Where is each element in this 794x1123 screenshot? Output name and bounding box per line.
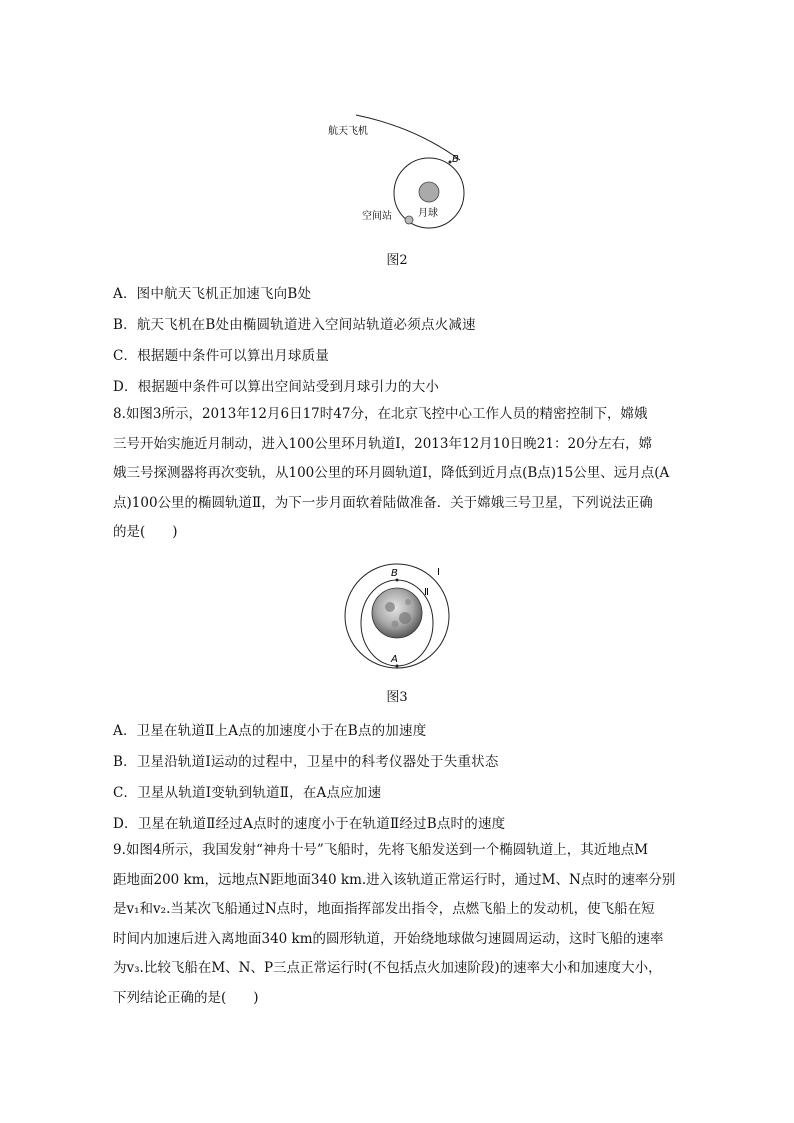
orbit-i-label: Ⅰ — [437, 567, 440, 578]
q8-option-b: B．卫星沿轨道Ⅰ运动的过程中，卫星中的科考仪器处于失重状态 — [113, 754, 499, 770]
figure-2-caption: 图2 — [386, 253, 408, 268]
q8-stem-line: 8.如图3所示，2013年12月6日17时47分，在北京飞控中心工作人员的精密控制下，嫦娥 — [113, 406, 648, 422]
q9-stem-line: 下列结论正确的是( ) — [113, 989, 259, 1006]
moon-crater — [399, 612, 411, 624]
q8-option-a: A．卫星在轨道Ⅱ上A点的加速度小于在B点的加速度 — [113, 723, 427, 739]
q8-stem-line: 的是( ) — [113, 524, 178, 540]
q9-stem-line: 时间内加速后进入离地面340 km的圆形轨道，开始绕地球做匀速圆周运动，这时飞船的速率 — [113, 930, 664, 947]
moon-crater — [405, 599, 411, 605]
moon-crater — [392, 621, 399, 628]
q9-stem — [113, 836, 683, 1013]
moon-crater — [385, 602, 395, 612]
spacecraft-label: 航天飞机 — [328, 126, 368, 137]
q9-stem-line: 9.如图4所示，我国发射“神舟十号”飞船时，先将飞船发送到一个椭圆轨道上，其近地点M — [113, 842, 649, 858]
spacecraft-trajectory — [356, 115, 460, 160]
orbit-ii-label: Ⅱ — [424, 587, 429, 598]
q7-option-a: A．图中航天飞机正加速飞向B处 — [113, 286, 312, 302]
q9-stem-line: 是v₁和v₂.当某次飞船通过N点时，地面指挥部发出指令，点燃飞船上的发动机，使飞船在短 — [113, 901, 655, 917]
figure-3-caption: 图3 — [386, 690, 408, 705]
moon-sphere — [372, 588, 422, 638]
q9-stem-line: 为v₃.比较飞船在M、N、P三点正常运行时(不包括点火加速阶段)的速率大小和加速度大小， — [113, 960, 662, 976]
point-a-label: A — [391, 654, 398, 665]
q7-option-c: C．根据题中条件可以算出月球质量 — [113, 348, 330, 364]
q8-option-d: D．卫星在轨道Ⅱ经过A点时的速度小于在轨道Ⅱ经过B点时的速度 — [113, 816, 506, 832]
space-station-dot — [405, 216, 413, 224]
q8-option-c: C．卫星从轨道Ⅰ变轨到轨道Ⅱ，在A点应加速 — [113, 785, 382, 801]
q9-stem-line: 距地面200 km，远地点N距地面340 km.进入该轨道正常运行时，通过M、N点时的速率分别 — [113, 871, 676, 888]
q7-option-b: B．航天飞机在B处由椭圆轨道进入空间站轨道必须点火减速 — [113, 317, 476, 333]
q8-stem-line: 三号开始实施近月制动，进入100公里环月轨道Ⅰ，2013年12月10日晚21：20分左右，嫦 — [113, 435, 653, 452]
moon-body — [419, 182, 439, 202]
q8-stem-line: 点)100公里的椭圆轨道Ⅱ，为下一步月面软着陆做准备．关于嫦娥三号卫星，下列说法正确 — [113, 494, 653, 511]
q8-stem-line: 娥三号探测器将再次变轨，从100公里的环月圆轨道Ⅰ，降低到近月点(B点)15公里、远月点(A — [113, 465, 670, 481]
figure-3-diagram — [335, 560, 465, 672]
point-b-label: B — [452, 154, 459, 165]
figure-2-diagram — [320, 105, 490, 230]
moon-label: 月球 — [418, 208, 438, 219]
q8-stem — [113, 400, 683, 548]
q7-option-d: D．根据题中条件可以算出空间站受到月球引力的大小 — [113, 379, 440, 395]
point-b-label: B — [391, 568, 398, 579]
space-station-label: 空间站 — [362, 211, 392, 222]
